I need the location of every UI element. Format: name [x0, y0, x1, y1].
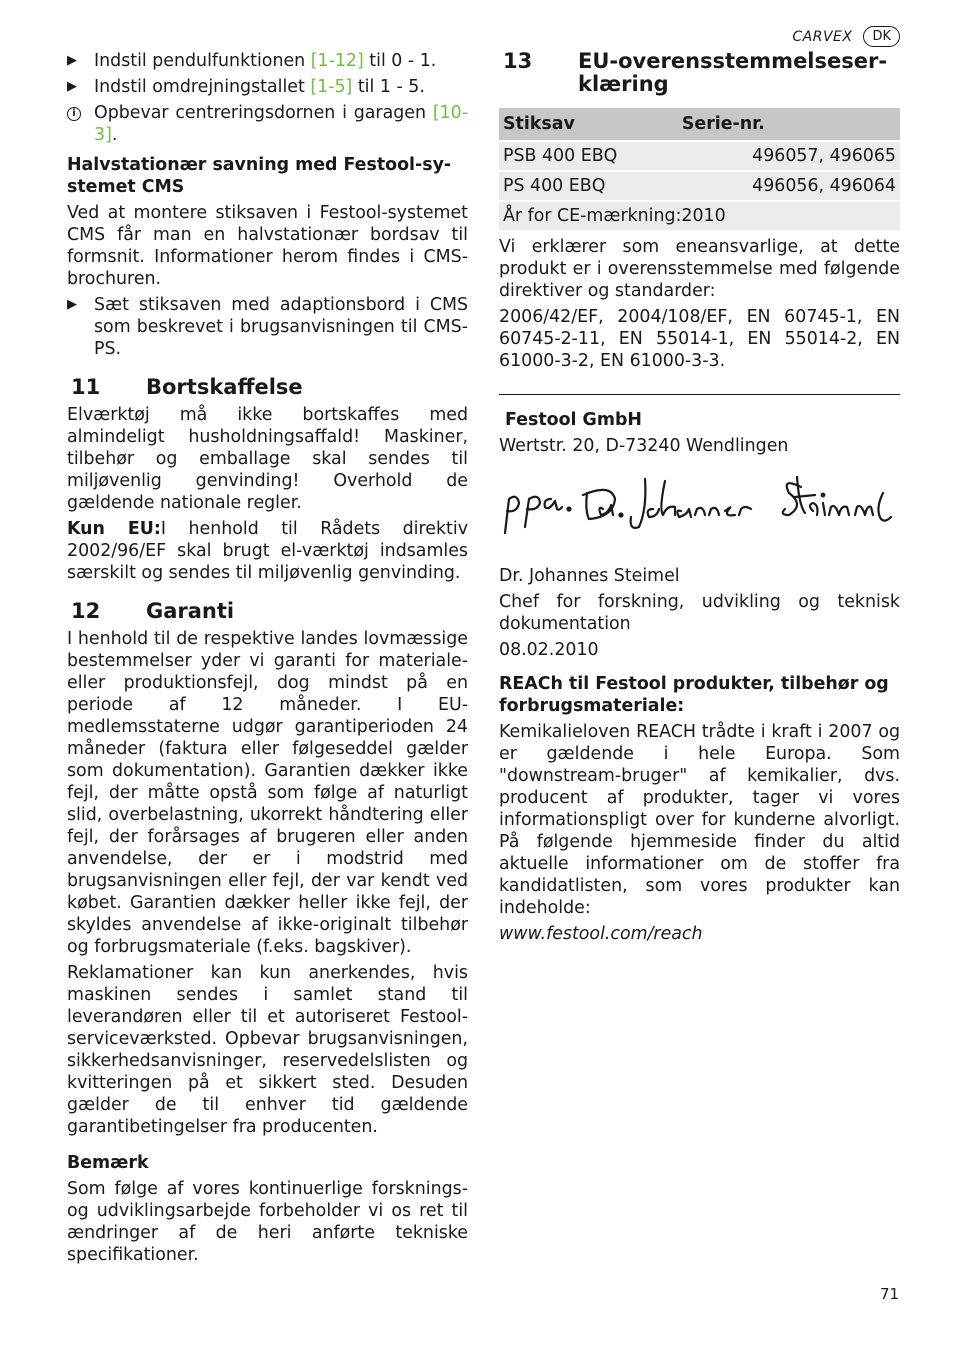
warranty-text-1: I henhold til de respektive landes lovmæssige bestemmelser yder vi garanti for materiale- eller produktionsfejl, dog mindst på en periode af 12 måneder. I EU-medlemsstaterne udgør garantiperioden 24 måneder (faktura eller følgeseddel gælder som dokumentation). Garantien dækker ikke fejl, der måtte opstå som følge af naturligt slid, overbelastning, ukorrekt håndtering eller fejl, der forårsages af brugeren eller anden anvendelse, der er i modstrid med brugsanvisningen eller fejl, der var kendt ved købet. Garantien dækker heller ikke fejl, der skyldes anvendelse af ikke-originalt tilbehør og forbrugsmateriale (f.eks. bagskiver).	[67, 629, 468, 957]
step-store-pin: i Opbevar centreringsdornen i garagen [10-3].	[67, 102, 468, 146]
page-number: 71	[880, 1285, 900, 1303]
triangle-bullet-icon: ▶	[67, 79, 77, 94]
table-row	[499, 142, 900, 170]
disposal-eu-text: Kun EU:I henhold til Rådets direktiv 2002/96/EF skal brugt el-værktøj indsamles særskilt og sendes til miljøvenlig genvinding.	[67, 519, 468, 583]
table-cell: 496056, 496064	[678, 172, 900, 200]
figure-ref: [1-12]	[310, 51, 364, 71]
ce-year-cell: År for CE-mærkning:2010	[499, 202, 900, 230]
cms-text: Ved at montere stiksaven i Festool-systemet CMS får man en halvstationær bordsav til formsnit. Informationer herom findes i CMS-brochuren.	[67, 203, 468, 289]
triangle-bullet-icon: ▶	[67, 53, 77, 68]
standards-list: 2006/42/EF, 2004/108/EF, EN 60745-1, EN 60745-2-11, EN 55014-1, EN 55014-2, EN 61000-3-2, EN 61000-3-3.	[499, 307, 900, 371]
triangle-bullet-icon: ▶	[67, 297, 77, 312]
company-name: Festool GmbH	[505, 410, 642, 430]
section-12-heading: 12 Garanti	[71, 599, 235, 623]
signature-image	[499, 469, 900, 543]
reach-text: Kemikalieloven REACH trådte i kraft i 2007 og er gældende i hele Europa. Som "downstream-bruger" af kemikalier, dvs. producent af produkter, tager vi vores informationspligt over for kunderne alvorligt. På følgende hjemmeside finder du altid aktuelle informationer om de stoffer fra kandidatlisten, som vores produkter kan indeholde:	[499, 722, 900, 918]
declaration-date: 08.02.2010	[499, 640, 599, 660]
reach-heading: REACh til Festool produkter, tilbehør og forbrugsmateriale:	[499, 674, 889, 716]
step-pendulum: ▶ Indstil pendulfunktionen [1-12] til 0 - 1.	[67, 51, 437, 71]
step-cms: ▶ Sæt stiksaven med adaptionsbord i CMS som beskrevet i brugsanvisningen til CMS-PS.	[67, 295, 468, 359]
figure-ref: [10-3]	[94, 103, 469, 145]
declaration-text: Vi erklærer som eneansvarlige, at dette produkt er i overensstemmelse med følgende direktiver og standarder:	[499, 237, 900, 301]
section-11-heading: 11 Bortskaffelse	[71, 375, 303, 399]
section-13-heading: 13 EU-overensstemmelseser-klæring	[503, 49, 888, 96]
table-cell: 496057, 496065	[678, 142, 900, 170]
table-row	[499, 202, 900, 230]
note-heading: Bemærk	[67, 1153, 149, 1173]
reach-link[interactable]: www.festool.com/reach	[499, 924, 703, 944]
divider	[499, 394, 900, 395]
language-badge: DK	[863, 26, 900, 47]
page-header	[792, 26, 900, 47]
brand-name: CARVEX	[792, 28, 853, 45]
table-header-row	[499, 108, 900, 140]
left-column	[67, 50, 468, 1270]
step-speed: ▶ Indstil omdrejningstallet [1-5] til 1 - 5.	[67, 77, 425, 97]
signer-role: Chef for forskning, udvikling og teknisk dokumentation	[499, 592, 900, 634]
info-icon: i	[67, 107, 81, 121]
cms-heading: Halvstationær savning med Festool-sy-stemet CMS	[67, 155, 452, 197]
declaration-table	[499, 106, 900, 232]
table-header-cell: Stiksav	[499, 108, 678, 140]
company-address: Wertstr. 20, D-73240 Wendlingen	[499, 436, 789, 456]
note-text: Som følge af vores kontinuerlige forsknings- og udviklingsarbejde forbeholder vi os ret til ændringer af de heri anførte tekniske specifikationer.	[67, 1179, 468, 1265]
disposal-text: Elværktøj må ikke bortskaffes med almindeligt husholdningsaffald! Maskiner, tilbehør og emballage skal sendes til miljøvenlig genvinding! Overhold de gældende nationale regler.	[67, 405, 468, 513]
table-cell: PSB 400 EBQ	[499, 142, 678, 170]
table-header-cell: Serie-nr.	[678, 108, 900, 140]
table-cell: PS 400 EBQ	[499, 172, 678, 200]
figure-ref: [1-5]	[310, 77, 353, 97]
right-column	[499, 50, 900, 949]
signer-name: Dr. Johannes Steimel	[499, 566, 680, 586]
warranty-text-2: Reklamationer kan kun anerkendes, hvis maskinen sendes i samlet stand til leverandøren eller til et autoriseret Festool-serviceværksted. Opbevar brugsanvisningen, sikkerhedsanvisninger, reservedelslisten og kvitteringen på et sikkert sted. Desuden gælder de til enhver tid gældende garantibetingelser fra producenten.	[67, 963, 468, 1137]
table-row	[499, 172, 900, 200]
